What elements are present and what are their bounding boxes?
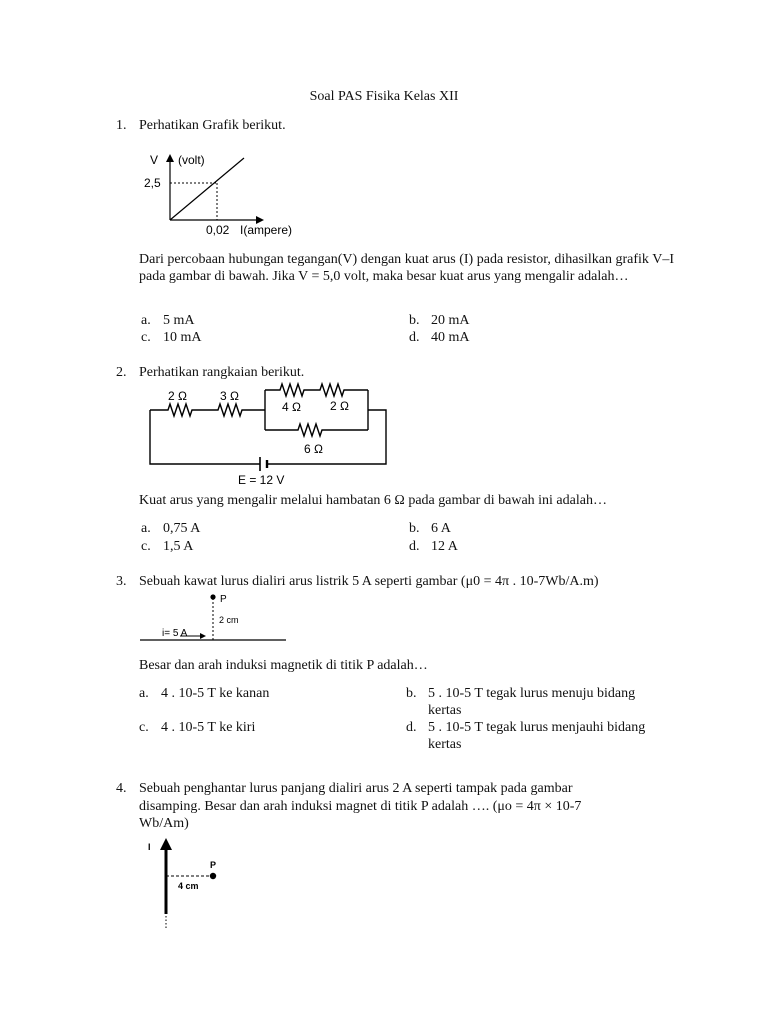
question-2-prompt: Perhatikan rangkaian berikut. xyxy=(139,365,305,380)
distance-label: 4 cm xyxy=(178,881,199,891)
distance-label: 2 cm xyxy=(219,615,239,625)
question-4-line-3: Wb/Am) xyxy=(139,816,189,831)
point-p-dot xyxy=(210,873,216,879)
current-label: i= 5 A xyxy=(162,628,188,639)
current-arrow-head xyxy=(200,633,206,639)
q1-option-a: a. 5 mA xyxy=(141,313,195,328)
resistor-2ohm-label: 2 Ω xyxy=(168,389,187,403)
current-up-arrow xyxy=(160,838,172,850)
vi-line xyxy=(170,158,244,220)
resistor-3ohm-label: 3 Ω xyxy=(220,389,239,403)
resistor-2ohm-b-label: 2 Ω xyxy=(330,399,349,413)
vi-graph xyxy=(140,148,310,240)
v-axis-arrow xyxy=(166,154,174,162)
question-number-1: 1. xyxy=(116,118,127,133)
q3-option-c: c. 4 . 10-5 T ke kiri xyxy=(139,720,256,735)
parallel-bottom-branch xyxy=(265,424,368,436)
question-4-line-2: disamping. Besar dan arah induksi magnet di titik P adalah …. (μo = 4π × 10-7 xyxy=(139,799,582,814)
point-p-label: P xyxy=(210,860,217,870)
question-1-prompt: Perhatikan Grafik berikut. xyxy=(139,118,286,133)
q1-option-c: c. 10 mA xyxy=(141,330,202,345)
left-return-wire xyxy=(150,410,260,464)
question-number-3: 3. xyxy=(116,574,127,589)
question-3-text: Besar dan arah induksi magnetik di titik P adalah… xyxy=(139,658,428,673)
q1-option-b: b. 20 mA xyxy=(409,313,470,328)
emf-label: E = 12 V xyxy=(238,473,285,487)
i-axis-label: I(ampere) xyxy=(240,223,293,237)
question-number-2: 2. xyxy=(116,365,127,380)
resistor-6ohm-label: 6 Ω xyxy=(304,442,323,456)
q3-option-d: d. 5 . 10-5 T tegak lurus menjauhi bidang xyxy=(406,720,646,735)
resistor-4ohm-label: 4 Ω xyxy=(282,400,301,414)
series-resistors-wire xyxy=(150,404,265,416)
q2-option-d: d. 12 A xyxy=(409,539,458,554)
circuit-diagram xyxy=(140,378,400,488)
i-tick-label: 0,02 xyxy=(206,223,230,237)
q3-option-d-cont: kertas xyxy=(428,737,462,752)
question-4-line-1: Sebuah penghantar lurus panjang dialiri arus 2 A seperti tampak pada gambar xyxy=(139,781,573,796)
question-number-4: 4. xyxy=(116,781,127,796)
page-title: Soal PAS Fisika Kelas XII xyxy=(309,89,459,104)
q2-option-a: a. 0,75 A xyxy=(141,521,201,536)
v-tick-label: 2,5 xyxy=(144,176,161,190)
v-unit-label: (volt) xyxy=(178,153,205,167)
q3-option-b-cont: kertas xyxy=(428,703,462,718)
question-2-text: Kuat arus yang mengalir melalui hambatan 6 Ω pada gambar di bawah ini adalah… xyxy=(139,493,607,508)
current-i-label: I xyxy=(148,842,151,852)
q2-option-b: b. 6 A xyxy=(409,521,451,536)
point-p-label: P xyxy=(220,594,227,605)
q3-option-b: b. 5 . 10-5 T tegak lurus menuju bidang xyxy=(406,686,636,701)
q1-option-d: d. 40 mA xyxy=(409,330,470,345)
parallel-top-branch xyxy=(265,384,368,396)
point-p-dot xyxy=(210,594,215,599)
question-3-prompt: Sebuah kawat lurus dialiri arus listrik 5 A seperti gambar (μ0 = 4π . 10-7Wb/A.m) xyxy=(139,574,599,589)
q3-option-a: a. 4 . 10-5 T ke kanan xyxy=(139,686,270,701)
q2-option-c: c. 1,5 A xyxy=(141,539,194,554)
question-1-text: Dari percobaan hubungan tegangan(V) dengan kuat arus (I) pada resistor, dihasilkan grafik V–I pada gambar di bawah. Jika V = 5,0 volt, maka besar kuat arus yang mengalir adalah… xyxy=(139,252,674,284)
v-axis-label: V xyxy=(150,153,159,167)
wire-figure xyxy=(140,590,290,646)
long-wire-figure xyxy=(140,834,230,930)
